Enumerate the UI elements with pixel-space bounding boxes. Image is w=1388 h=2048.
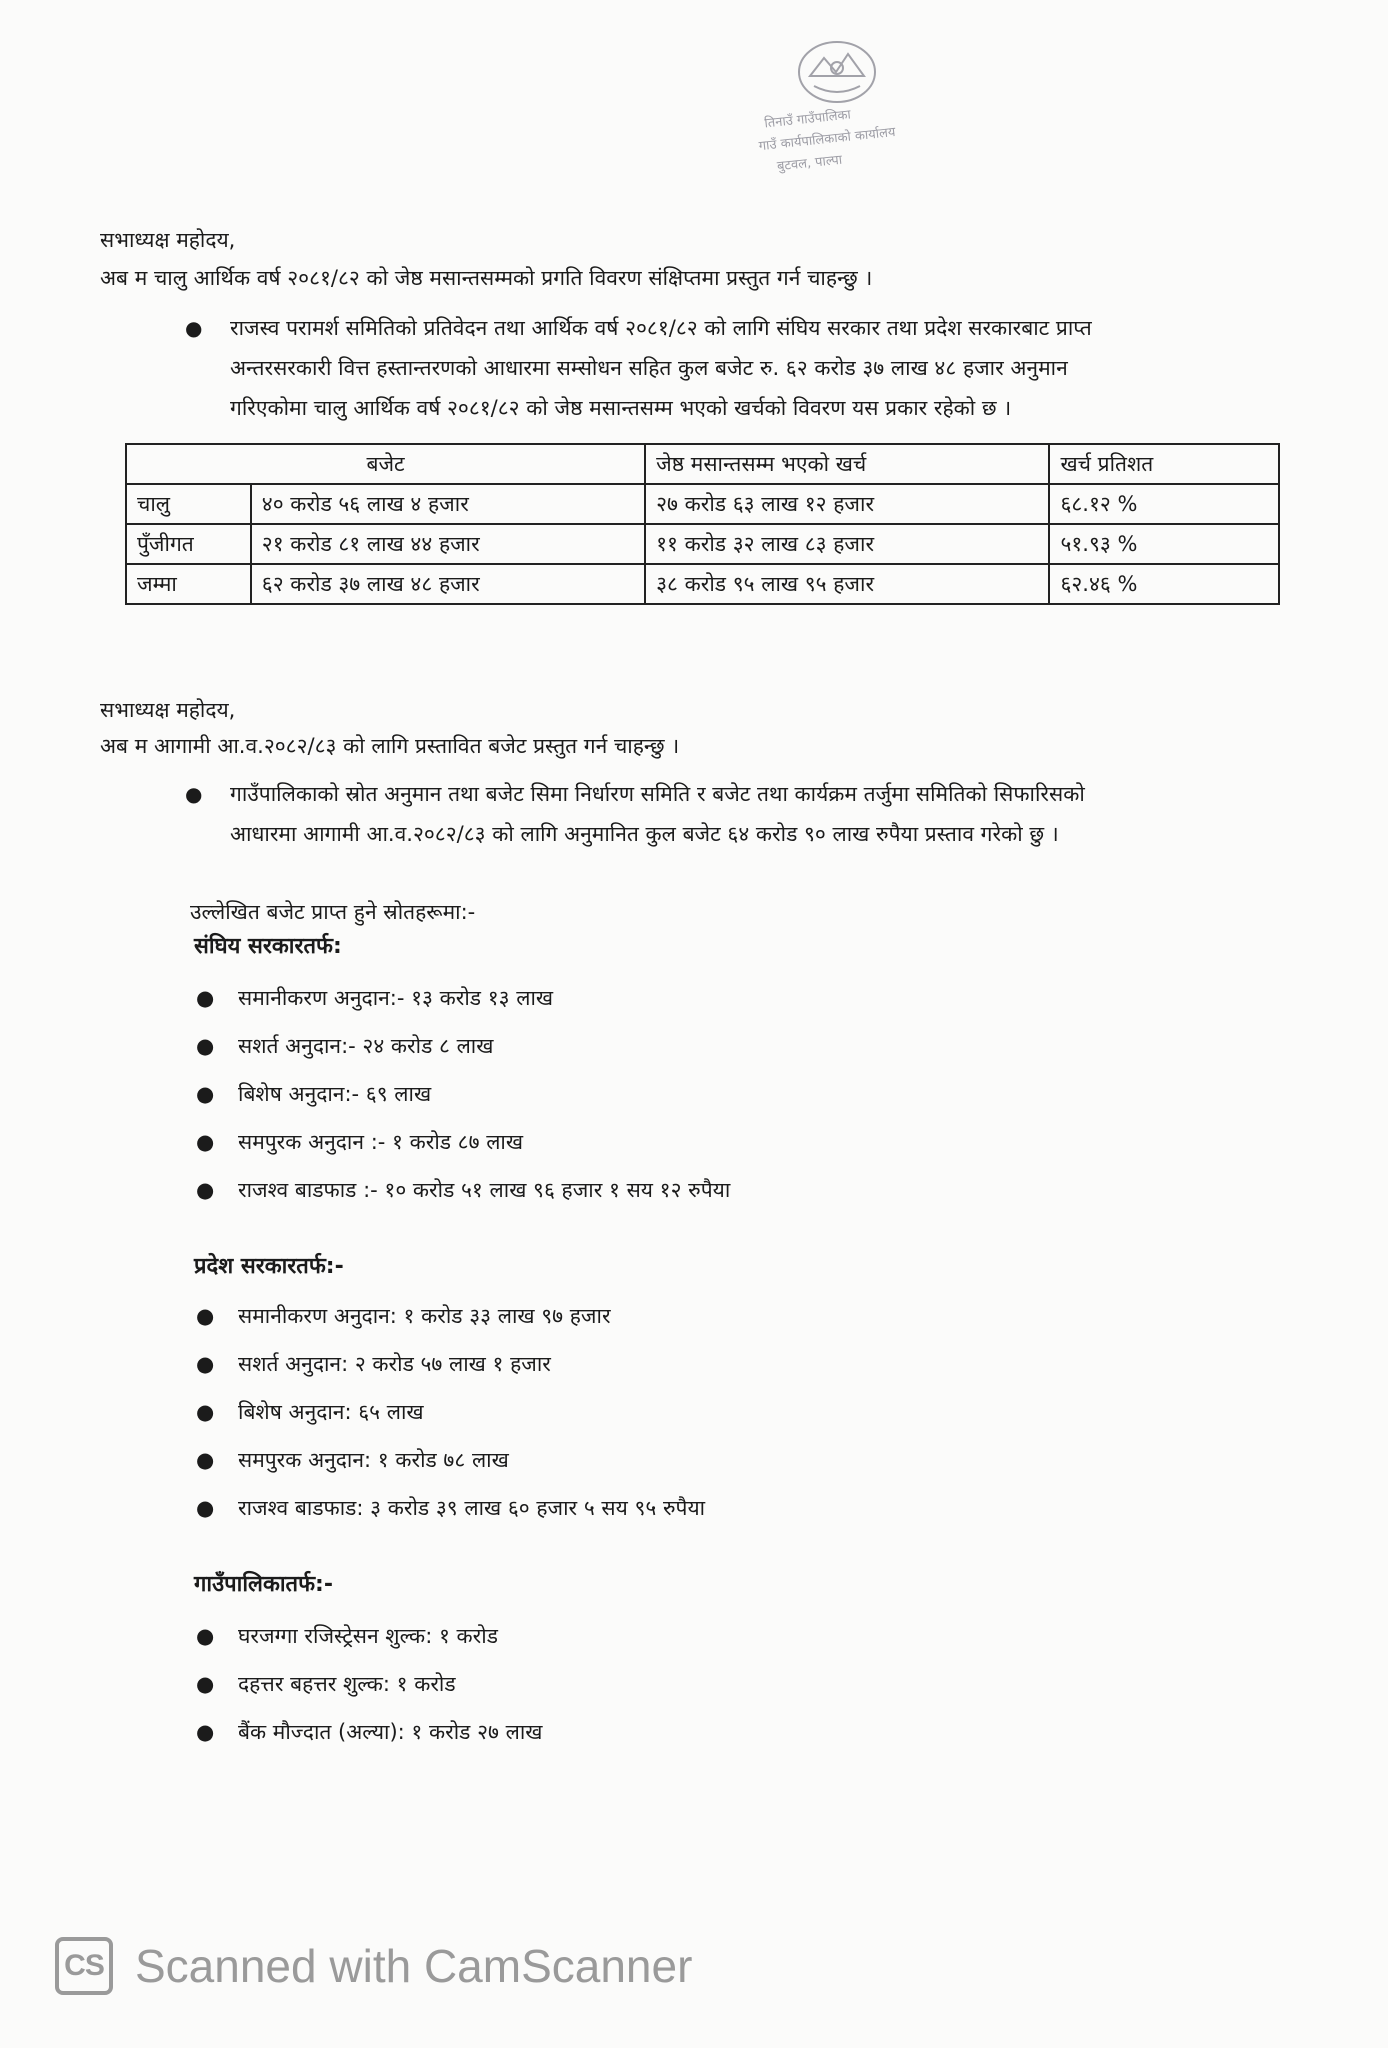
list-item-text: समानीकरण अनुदान:- १३ करोड १३ लाख — [238, 986, 554, 1010]
stamp-line-2: गाउँ कार्यपालिकाको कार्यालय — [758, 124, 897, 155]
bullet-line: गरिएकोमा चालु आर्थिक वर्ष २०८१/८२ को जेष्ठ मसान्तसम्म भएको खर्चको विवरण यस प्रकार रहेको छ । — [230, 396, 1012, 420]
bullet-icon: ● — [196, 1720, 215, 1744]
table-cell: ४० करोड ५६ लाख ४ हजार — [251, 484, 645, 524]
list-item-text: घरजग्गा रजिस्ट्रेसन शुल्क: १ करोड — [238, 1624, 498, 1648]
bullet-icon: ● — [196, 1178, 215, 1202]
list-item-text: समपुरक अनुदान: १ करोड ७८ लाख — [238, 1448, 509, 1472]
list-item — [196, 980, 730, 1028]
list-item — [196, 1666, 542, 1714]
table-row — [126, 484, 1279, 524]
bullet-line: राजस्व परामर्श समितिको प्रतिवेदन तथा आर्थिक वर्ष २०८१/८२ को लागि संघिय सरकार तथा प्रदेश सरकारबाट प्राप्त — [230, 316, 1092, 340]
list-item-text: बिशेष अनुदान:- ६९ लाख — [238, 1082, 432, 1106]
bullet-line: गाउँपालिकाको स्रोत अनुमान तथा बजेट सिमा निर्धारण समिति र बजेट तथा कार्यक्रम तर्जुमा समितिको सिफारिसको — [230, 782, 1085, 806]
list-item — [196, 1346, 705, 1394]
table-header-expense: जेष्ठ मसान्तसम्म भएको खर्च — [645, 444, 1049, 484]
camscanner-watermark: Scanned with CamScanner — [135, 1940, 693, 1992]
list-item-text: समपुरक अनुदान :- १ करोड ८७ लाख — [238, 1130, 524, 1154]
bullet-icon: ● — [196, 1082, 215, 1106]
province-sources-list — [196, 1298, 705, 1538]
bullet-icon: ● — [196, 1496, 215, 1520]
table-cell: ५१.९३ % — [1049, 524, 1279, 564]
table-header-percent: खर्च प्रतिशत — [1049, 444, 1279, 484]
federal-sources-list — [196, 980, 730, 1220]
federal-heading: संघिय सरकारतर्फ: — [194, 934, 342, 959]
table-cell: ३८ करोड ९५ लाख ९५ हजार — [645, 564, 1049, 604]
table-cell: २१ करोड ८१ लाख ४४ हजार — [251, 524, 645, 564]
list-item-text: राजश्व बाडफाड: ३ करोड ३९ लाख ६० हजार ५ सय ९५ रुपैया — [238, 1496, 706, 1520]
sources-intro: उल्लेखित बजेट प्राप्त हुने स्रोतहरूमा:- — [190, 900, 476, 924]
bullet-icon: ● — [196, 1624, 215, 1648]
bullet-icon: ● — [196, 1400, 215, 1424]
expenditure-table — [125, 443, 1280, 605]
municipality-heading: गाउँपालिकातर्फ:- — [194, 1572, 333, 1597]
table-cell: ६२.४६ % — [1049, 564, 1279, 604]
list-item-text: राजश्व बाडफाड :- १० करोड ५१ लाख ९६ हजार १ सय १२ रुपैया — [238, 1178, 731, 1202]
list-item-text: बैंक मौज्दात (अल्या): १ करोड २७ लाख — [238, 1720, 543, 1744]
list-item — [196, 1298, 705, 1346]
list-item-text: सशर्त अनुदान: २ करोड ५७ लाख १ हजार — [238, 1352, 551, 1376]
list-item — [196, 1394, 705, 1442]
list-item — [196, 1172, 730, 1220]
salutation-2: सभाध्यक्ष महोदय, — [100, 698, 236, 722]
table-cell: ६८.१२ % — [1049, 484, 1279, 524]
salutation-1: सभाध्यक्ष महोदय, — [100, 228, 236, 252]
table-row — [126, 524, 1279, 564]
bullet-icon: ● — [185, 782, 203, 806]
municipality-sources-list — [196, 1618, 542, 1762]
budget-summary-bullet — [186, 308, 1246, 428]
bullet-icon: ● — [196, 1448, 215, 1472]
table-cell: ६२ करोड ३७ लाख ४८ हजार — [251, 564, 645, 604]
list-item — [196, 1714, 542, 1762]
list-item — [196, 1076, 730, 1124]
table-header-budget: बजेट — [126, 444, 645, 484]
bullet-icon: ● — [196, 1130, 215, 1154]
proposal-bullet — [186, 774, 1246, 854]
list-item — [196, 1618, 542, 1666]
bullet-icon: ● — [196, 1034, 215, 1058]
bullet-icon: ● — [185, 316, 203, 340]
office-stamp — [752, 24, 922, 184]
table-cell: ११ करोड ३२ लाख ८३ हजार — [645, 524, 1049, 564]
bullet-icon: ● — [196, 1304, 215, 1328]
list-item-text: बिशेष अनुदान: ६५ लाख — [238, 1400, 424, 1424]
list-item — [196, 1442, 705, 1490]
province-heading: प्रदेश सरकारतर्फ:- — [194, 1254, 344, 1279]
list-item-text: समानीकरण अनुदान: १ करोड ३३ लाख ९७ हजार — [238, 1304, 611, 1328]
list-item — [196, 1490, 705, 1538]
table-row-total — [126, 564, 1279, 604]
camscanner-logo-icon: CS — [55, 1937, 113, 1995]
bullet-icon: ● — [196, 1352, 215, 1376]
table-cell: जम्मा — [126, 564, 251, 604]
bullet-line: आधारमा आगामी आ.व.२०८२/८३ को लागि अनुमानित कुल बजेट ६४ करोड ९० लाख रुपैया प्रस्ताव गरेको छु । — [230, 822, 1059, 846]
list-item-text: सशर्त अनुदान:- २४ करोड ८ लाख — [238, 1034, 494, 1058]
bullet-icon: ● — [196, 986, 215, 1010]
table-header-row — [126, 444, 1279, 484]
bullet-icon: ● — [196, 1672, 215, 1696]
list-item-text: दहत्तर बहत्तर शुल्क: १ करोड — [238, 1672, 456, 1696]
table-cell: पुँजीगत — [126, 524, 251, 564]
stamp-line-1: तिनाउँ गाउँपालिका — [763, 107, 852, 132]
stamp-line-3: बुटवल, पाल्पा — [776, 152, 843, 175]
proposal-intro: अब म आगामी आ.व.२०८२/८३ को लागि प्रस्तावित बजेट प्रस्तुत गर्न चाहन्छु । — [100, 734, 680, 758]
progress-intro: अब म चालु आर्थिक वर्ष २०८१/८२ को जेष्ठ मसान्तसम्मको प्रगति विवरण संक्षिप्तमा प्रस्तुत गर्न चाहन्छु । — [100, 266, 873, 290]
bullet-line: अन्तरसरकारी वित्त हस्तान्तरणको आधारमा सम्सोधन सहित कुल बजेट रु. ६२ करोड ३७ लाख ४८ हजार अनुमान — [230, 356, 1068, 380]
list-item — [196, 1028, 730, 1076]
table-cell: चालु — [126, 484, 251, 524]
table-cell: २७ करोड ६३ लाख १२ हजार — [645, 484, 1049, 524]
list-item — [196, 1124, 730, 1172]
